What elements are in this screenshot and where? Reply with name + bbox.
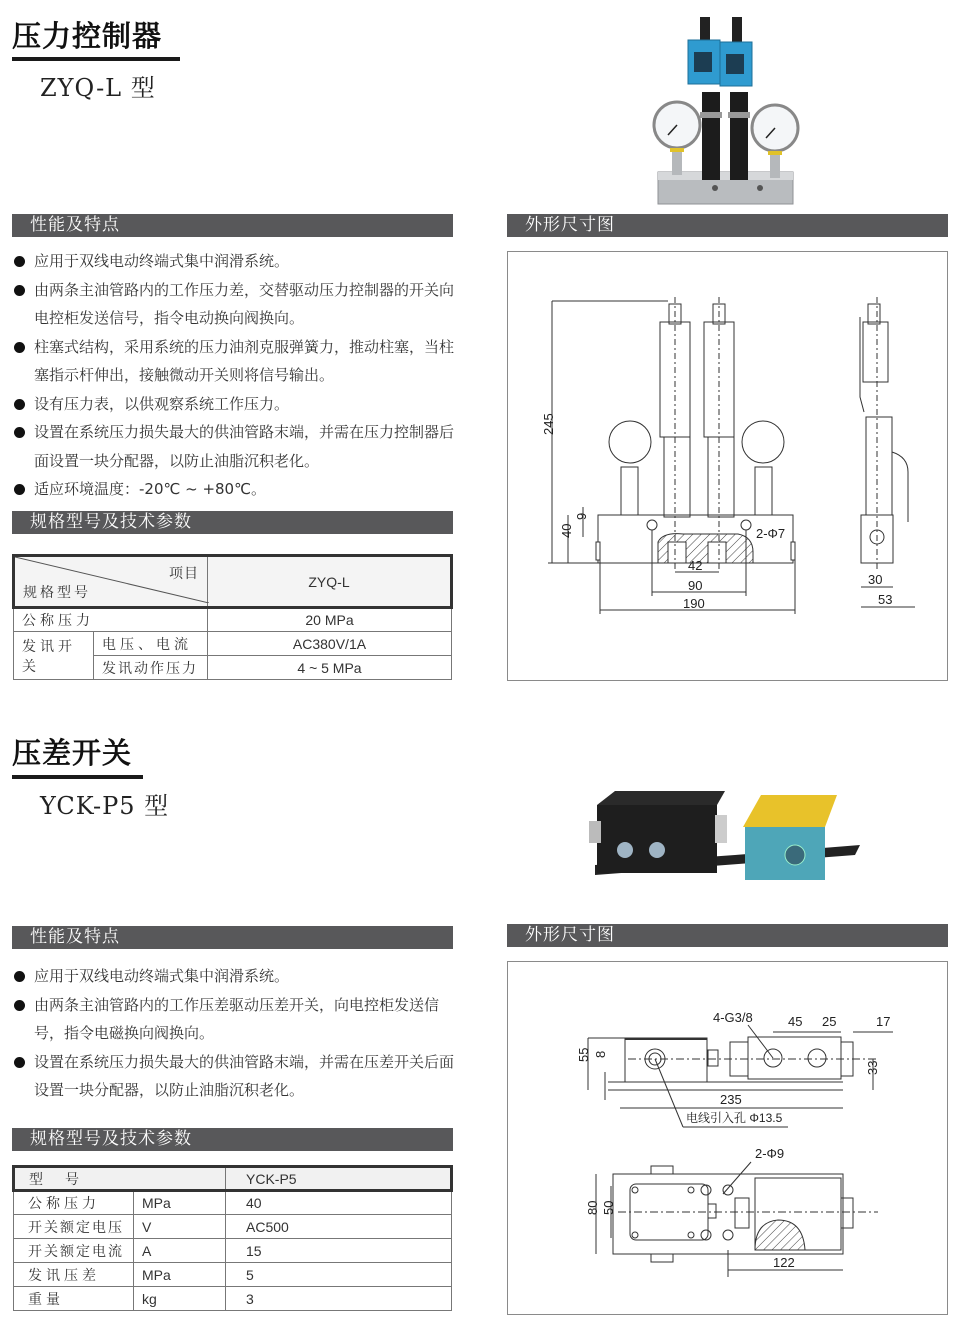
row-value: AC500 bbox=[226, 1215, 452, 1239]
feature-item bbox=[12, 418, 458, 475]
svg-text:2-Φ9: 2-Φ9 bbox=[755, 1146, 785, 1161]
svg-text:9: 9 bbox=[574, 512, 589, 520]
bullet-icon bbox=[14, 1000, 25, 1011]
row-label: 开关额定电压 bbox=[14, 1215, 134, 1239]
bullet-icon bbox=[14, 285, 25, 296]
model-label: ZYQ-L 型 bbox=[40, 74, 156, 102]
dimension-drawing bbox=[507, 251, 948, 681]
row-label: 公称压力 bbox=[14, 608, 208, 632]
feature-text: 设有压力表，以供观察系统工作压力。 bbox=[34, 394, 290, 413]
feature-text: 柱塞式结构，采用系统的压力油剂克服弹簧力，推动柱塞，当柱塞指示杆伸出，接触微动开关则将信号输出。 bbox=[34, 337, 455, 384]
bullet-icon bbox=[14, 399, 25, 410]
feature-item bbox=[12, 247, 458, 276]
feature-item bbox=[12, 276, 458, 333]
section-header-features: 性能及特点 bbox=[12, 214, 453, 237]
section-header-specs: 规格型号及技术参数 bbox=[12, 1128, 453, 1151]
row-value: 4 ~ 5 MPa bbox=[208, 656, 452, 680]
svg-text:30: 30 bbox=[868, 572, 883, 587]
product-title: 压力控制器 bbox=[12, 19, 163, 53]
svg-text:电线引入孔 Φ13.5: 电线引入孔 Φ13.5 bbox=[686, 1111, 783, 1125]
header-value: YCK-P5 bbox=[226, 1167, 452, 1191]
row-unit: V bbox=[134, 1215, 226, 1239]
feature-text: 应用于双线电动终端式集中润滑系统。 bbox=[34, 967, 290, 985]
svg-text:235: 235 bbox=[720, 1092, 742, 1107]
bullet-icon bbox=[14, 256, 25, 267]
svg-text:4-G3/8: 4-G3/8 bbox=[713, 1010, 753, 1025]
row-unit: A bbox=[134, 1239, 226, 1263]
title-underline bbox=[12, 775, 143, 779]
header-label: 型 号 bbox=[14, 1167, 226, 1191]
svg-text:17: 17 bbox=[876, 1014, 891, 1029]
feature-item bbox=[12, 390, 458, 419]
feature-item bbox=[12, 1048, 458, 1105]
feature-text: 由两条主油管路内的工作压力差，交替驱动压力控制器的开关向电控柜发送信号，指令电动换向阀换向。 bbox=[34, 280, 455, 327]
row-label: 发讯压差 bbox=[14, 1263, 134, 1287]
corner-top-label: 项目 bbox=[169, 566, 199, 582]
section-header-specs: 规格型号及技术参数 bbox=[12, 511, 453, 534]
corner-cell bbox=[14, 556, 208, 608]
svg-text:80: 80 bbox=[585, 1200, 600, 1215]
feature-text: 由两条主油管路内的工作压差驱动压差开关，向电控柜发送信号，指令电磁换向阀换向。 bbox=[34, 995, 440, 1042]
row-label: 公称压力 bbox=[14, 1191, 134, 1215]
svg-text:50: 50 bbox=[601, 1200, 616, 1215]
row-value: 5 bbox=[226, 1263, 452, 1287]
spec-table bbox=[12, 1165, 453, 1311]
svg-text:42: 42 bbox=[688, 558, 703, 573]
bullet-icon bbox=[14, 484, 25, 495]
feature-text: 设置在系统压力损失最大的供油管路末端，并需在压差开关后面设置一块分配器，以防止油脂沉积老化。 bbox=[34, 1052, 455, 1099]
row-label: 重量 bbox=[14, 1287, 134, 1311]
svg-text:122: 122 bbox=[773, 1255, 795, 1270]
spec-table bbox=[12, 554, 453, 680]
model-label: YCK-P5 型 bbox=[40, 792, 170, 820]
svg-text:90: 90 bbox=[688, 578, 703, 593]
table-header-row bbox=[14, 1167, 452, 1191]
dimension-drawing bbox=[507, 961, 948, 1315]
section-header-drawing: 外形尺寸图 bbox=[507, 924, 948, 947]
feature-item bbox=[12, 991, 458, 1048]
feature-item bbox=[12, 962, 458, 991]
feature-text: 应用于双线电动终端式集中润滑系统。 bbox=[34, 252, 290, 270]
bullet-icon bbox=[14, 342, 25, 353]
row-label: 开关额定电流 bbox=[14, 1239, 134, 1263]
table-row bbox=[14, 1191, 452, 1215]
table-row bbox=[14, 1215, 452, 1239]
feature-text: 适应环境温度：-20℃ ~ +80℃。 bbox=[34, 480, 266, 498]
feature-list bbox=[12, 962, 458, 1105]
svg-text:33: 33 bbox=[865, 1060, 880, 1075]
svg-text:25: 25 bbox=[822, 1014, 837, 1029]
table-row bbox=[14, 608, 452, 632]
section-header-features: 性能及特点 bbox=[12, 926, 453, 949]
row-unit: MPa bbox=[134, 1263, 226, 1287]
row-value: 20 MPa bbox=[208, 608, 452, 632]
title-underline bbox=[12, 57, 180, 61]
table-row bbox=[14, 1287, 452, 1311]
row-label: 发讯开关 bbox=[14, 632, 94, 680]
row-sublabel: 发讯动作压力 bbox=[94, 656, 208, 680]
corner-bottom-label: 规格型号 bbox=[23, 585, 91, 601]
row-value: 15 bbox=[226, 1239, 452, 1263]
svg-text:55: 55 bbox=[576, 1047, 591, 1062]
feature-item bbox=[12, 475, 458, 504]
model-column-header: ZYQ-L bbox=[208, 556, 452, 608]
svg-text:245: 245 bbox=[541, 413, 556, 435]
bullet-icon bbox=[14, 971, 25, 982]
row-sublabel: 电压、电流 bbox=[94, 632, 208, 656]
svg-text:8: 8 bbox=[593, 1050, 608, 1058]
row-value: 3 bbox=[226, 1287, 452, 1311]
section-header-drawing: 外形尺寸图 bbox=[507, 214, 948, 237]
svg-text:40: 40 bbox=[559, 523, 574, 538]
bullet-icon bbox=[14, 427, 25, 438]
row-value: 40 bbox=[226, 1191, 452, 1215]
hole-spec-label: 2-Φ7 bbox=[756, 526, 786, 541]
bullet-icon bbox=[14, 1057, 25, 1068]
row-unit: kg bbox=[134, 1287, 226, 1311]
table-row bbox=[14, 632, 452, 656]
table-row bbox=[14, 1263, 452, 1287]
row-unit: MPa bbox=[134, 1191, 226, 1215]
svg-text:190: 190 bbox=[683, 596, 705, 611]
svg-text:45: 45 bbox=[788, 1014, 803, 1029]
pressure-differential-switch-photo bbox=[585, 785, 865, 885]
feature-list bbox=[12, 247, 458, 504]
feature-item bbox=[12, 333, 458, 390]
table-header-row bbox=[14, 556, 452, 608]
feature-text: 设置在系统压力损失最大的供油管路末端，并需在压力控制器后面设置一块分配器，以防止油脂沉积老化。 bbox=[34, 423, 455, 470]
row-value: AC380V/1A bbox=[208, 632, 452, 656]
product-title: 压差开关 bbox=[12, 736, 133, 770]
table-row bbox=[14, 1239, 452, 1263]
svg-text:53: 53 bbox=[878, 592, 893, 607]
pressure-controller-photo bbox=[650, 12, 810, 207]
